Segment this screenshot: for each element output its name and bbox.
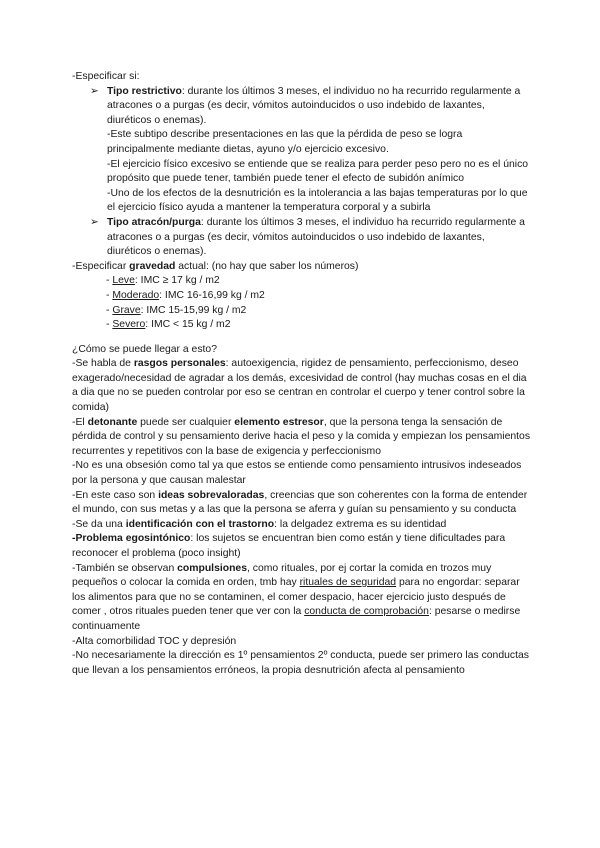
arrow-bullet-icon: ➢ bbox=[90, 85, 99, 97]
gravedad-item: - Grave: IMC 15-15,99 kg / m2 bbox=[106, 304, 247, 316]
detonante-paragraph: -El detonante puede ser cualquier elemento estresor, que la persona tenga la sensación de pérdida de control y su pensamiento derive hacia el peso y la comida y empiezan los pensamientos recurrentes y repetitivos con la base de exigencia y perfeccionismo bbox=[72, 416, 531, 457]
bullet-restrictivo bbox=[72, 85, 532, 216]
obsesion-paragraph: -No es una obsesión como tal ya que estos se entiende como pensamiento intrusivos indeseados por la persona y que causan malestar bbox=[72, 460, 522, 487]
rasgos-paragraph: -Se habla de rasgos personales: autoexigencia, rigidez de pensamiento, perfeccionismo, deseo exagerado/necesidad de agradar a los demás, excesividad de control (hay muchas cosas en el dia a dia que no se pueden controlar por eso se centran en controlar el cuerpo y tener control sobre la comida) bbox=[72, 358, 527, 414]
identificacion-paragraph: -Se da una identificación con el trastorno: la delgadez extrema es su identidad bbox=[72, 518, 447, 530]
gravedad-item: - Leve: IMC ≥ 17 kg / m2 bbox=[106, 275, 220, 287]
direccion-paragraph: -No necesariamente la dirección es 1º pensamientos 2º conducta, puede ser primero las conductas que llevan a los pensamientos erróneos, la propia desnutrición afecta al pensamiento bbox=[72, 650, 529, 676]
bullet-purga bbox=[72, 216, 532, 260]
gravedad-list bbox=[72, 274, 532, 332]
question-line: ¿Cómo se puede llegar a esto? bbox=[72, 343, 217, 355]
problema-paragraph: -Problema egosintónico: los sujetos se encuentran bien como están y tiene dificultades para reconocer el problema (poco insight) bbox=[72, 533, 506, 559]
purga-title: Tipo atracón/purga bbox=[107, 216, 201, 228]
intro-line: -Especificar si: bbox=[72, 71, 140, 82]
ideas-paragraph: -En este caso son ideas sobrevaloradas, creencias que son coherentes con la forma de entender el mundo, con sus metas y a las que la persona se aferra y guían su pensamiento y su conducta bbox=[72, 489, 528, 516]
gravedad-item: - Moderado: IMC 16-16,99 kg / m2 bbox=[106, 289, 265, 301]
purga-text: : durante los últimos 3 meses, el individuo ha recurrido regularmente a atracones o a purgas (es decir, vómitos autoinducidos o uso indebido de laxantes, diuréticos o enemas). bbox=[107, 216, 525, 258]
comorbilidad-line: -Alta comorbilidad TOC y depresión bbox=[72, 635, 237, 647]
restrictivo-note: -Este subtipo describe presentaciones en las que la pérdida de peso se logra principalmente mediante dietas, ayuno y/o ejercicio excesivo. bbox=[107, 129, 463, 155]
gravedad-item: - Severo: IMC < 15 kg / m2 bbox=[106, 319, 231, 331]
restrictivo-text: : durante los últimos 3 meses, el individuo no ha recurrido regularmente a atracones o a purgas (es decir, vómitos autoinducidos o uso indebido de laxantes, diuréticos o enemas). bbox=[107, 85, 521, 126]
restrictivo-title: Tipo restrictivo bbox=[107, 85, 182, 97]
arrow-bullet-icon: ➢ bbox=[90, 216, 99, 228]
gravedad-line: -Especificar gravedad actual: (no hay que saber los números) bbox=[72, 260, 359, 272]
restrictivo-note: -Uno de los efectos de la desnutrición es la intolerancia a las bajas temperaturas por lo que el ejercicio físico ayuda a mantener la temperatura corporal y a subirla bbox=[107, 187, 528, 214]
restrictivo-note: -El ejercicio físico excesivo se entiende que se realiza para perder peso pero no es el único propósito que puede tener, también puede tener el efecto de subidón anímico bbox=[107, 158, 529, 185]
document-page bbox=[72, 70, 532, 678]
compulsiones-paragraph: -También se observan compulsiones, como rituales, por ej cortar la comida en trozos muy pequeños o colocar la comida en orden, tmb hay rituales de seguridad para no engordar: separar los alimentos para que no se contaminen, el comer despacio, hacer ejercicio justo después de comer , otros rituales pueden tener que ver con la conducta de comprobación: pesarse o medirse continuamente bbox=[72, 562, 521, 632]
